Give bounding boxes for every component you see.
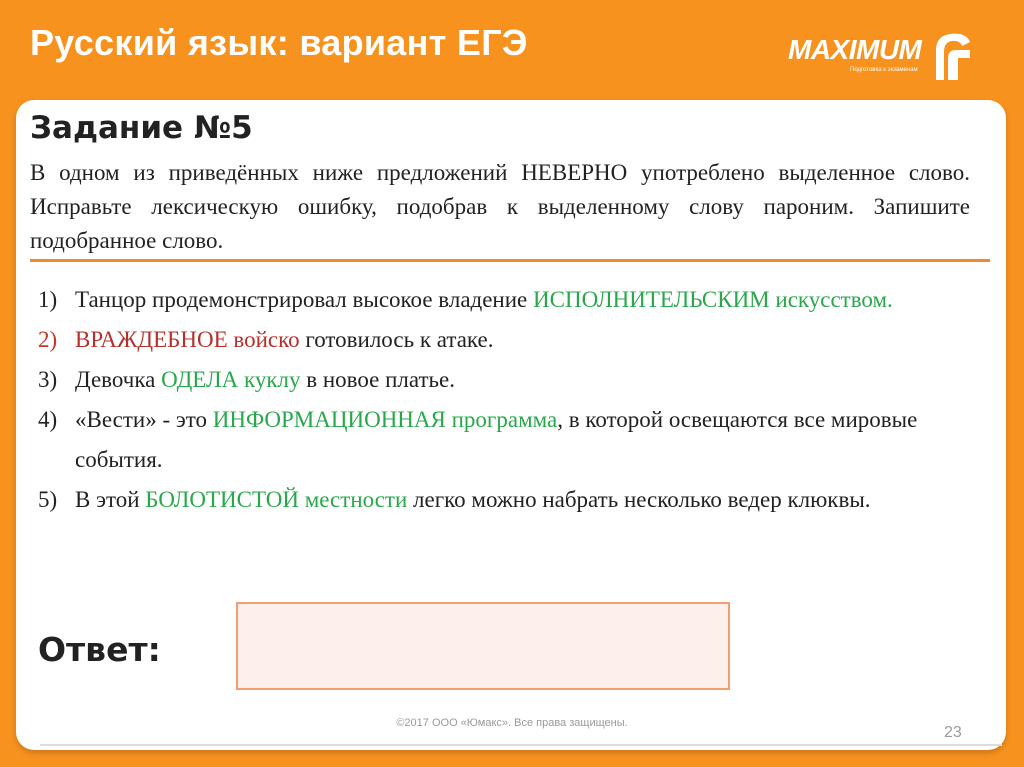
item-text-plain: легко можно набрать несколько ведер клюквы.	[407, 487, 871, 512]
item-text-plain: , в которой освещаются все мировые события.	[75, 407, 918, 472]
item-number: 1)	[38, 287, 58, 312]
divider	[30, 259, 990, 262]
item-text-plain: «Вести» - это	[75, 407, 213, 432]
sentence-list	[38, 280, 988, 520]
item-text-plain: Танцор продемонстрировал высокое владение	[75, 287, 534, 312]
list-item	[38, 280, 988, 320]
page-number: 23	[944, 724, 962, 741]
item-text	[75, 400, 988, 480]
list-item	[38, 480, 988, 520]
highlighted-word: ВРАЖДЕБНОЕ войско	[75, 327, 300, 352]
item-text	[75, 320, 988, 360]
answer-label: Ответ:	[38, 630, 161, 669]
list-item	[38, 320, 988, 360]
presentation-title: Русский язык: вариант ЕГЭ	[30, 22, 528, 63]
maximum-logo	[788, 28, 976, 84]
task-title: Задание №5	[30, 110, 253, 146]
highlighted-word: ИНФОРМАЦИОННАЯ программа	[212, 407, 558, 432]
item-text	[75, 360, 988, 400]
logo-tagline: Подготовка к экзаменам	[850, 67, 918, 73]
highlighted-word: БОЛОТИСТОЙ местности	[145, 487, 408, 512]
logo-emblem-icon	[926, 28, 974, 82]
list-item	[38, 400, 988, 480]
item-text-plain: готовилось к атаке.	[299, 327, 494, 352]
card-bottom-line	[40, 744, 1002, 746]
item-text-plain: в новое платье.	[300, 367, 456, 392]
item-number: 4)	[38, 407, 58, 432]
item-text-plain: В этой	[75, 487, 146, 512]
item-text	[75, 480, 988, 520]
highlighted-word: ИСПОЛНИТЕЛЬСКИМ искусством.	[533, 287, 893, 312]
highlighted-word: ОДЕЛА куклу	[161, 367, 301, 392]
copyright-footer: ©2017 ООО «Юмакс». Все права защищены.	[396, 717, 628, 729]
task-description: В одном из приведённых ниже предложений НЕВЕРНО употреблено выделенное слово. Исправьте лексическую ошибку, подобрав к выделенному слову пароним. Запишите подобранное слово.	[30, 160, 970, 253]
logo-text: MAXIMUM	[788, 34, 922, 65]
item-text	[75, 280, 988, 320]
item-number: 2)	[38, 327, 58, 352]
list-item	[38, 360, 988, 400]
item-text-plain: Девочка	[75, 367, 162, 392]
answer-field[interactable]	[236, 602, 730, 690]
item-number: 3)	[38, 367, 58, 392]
item-number: 5)	[38, 487, 58, 512]
